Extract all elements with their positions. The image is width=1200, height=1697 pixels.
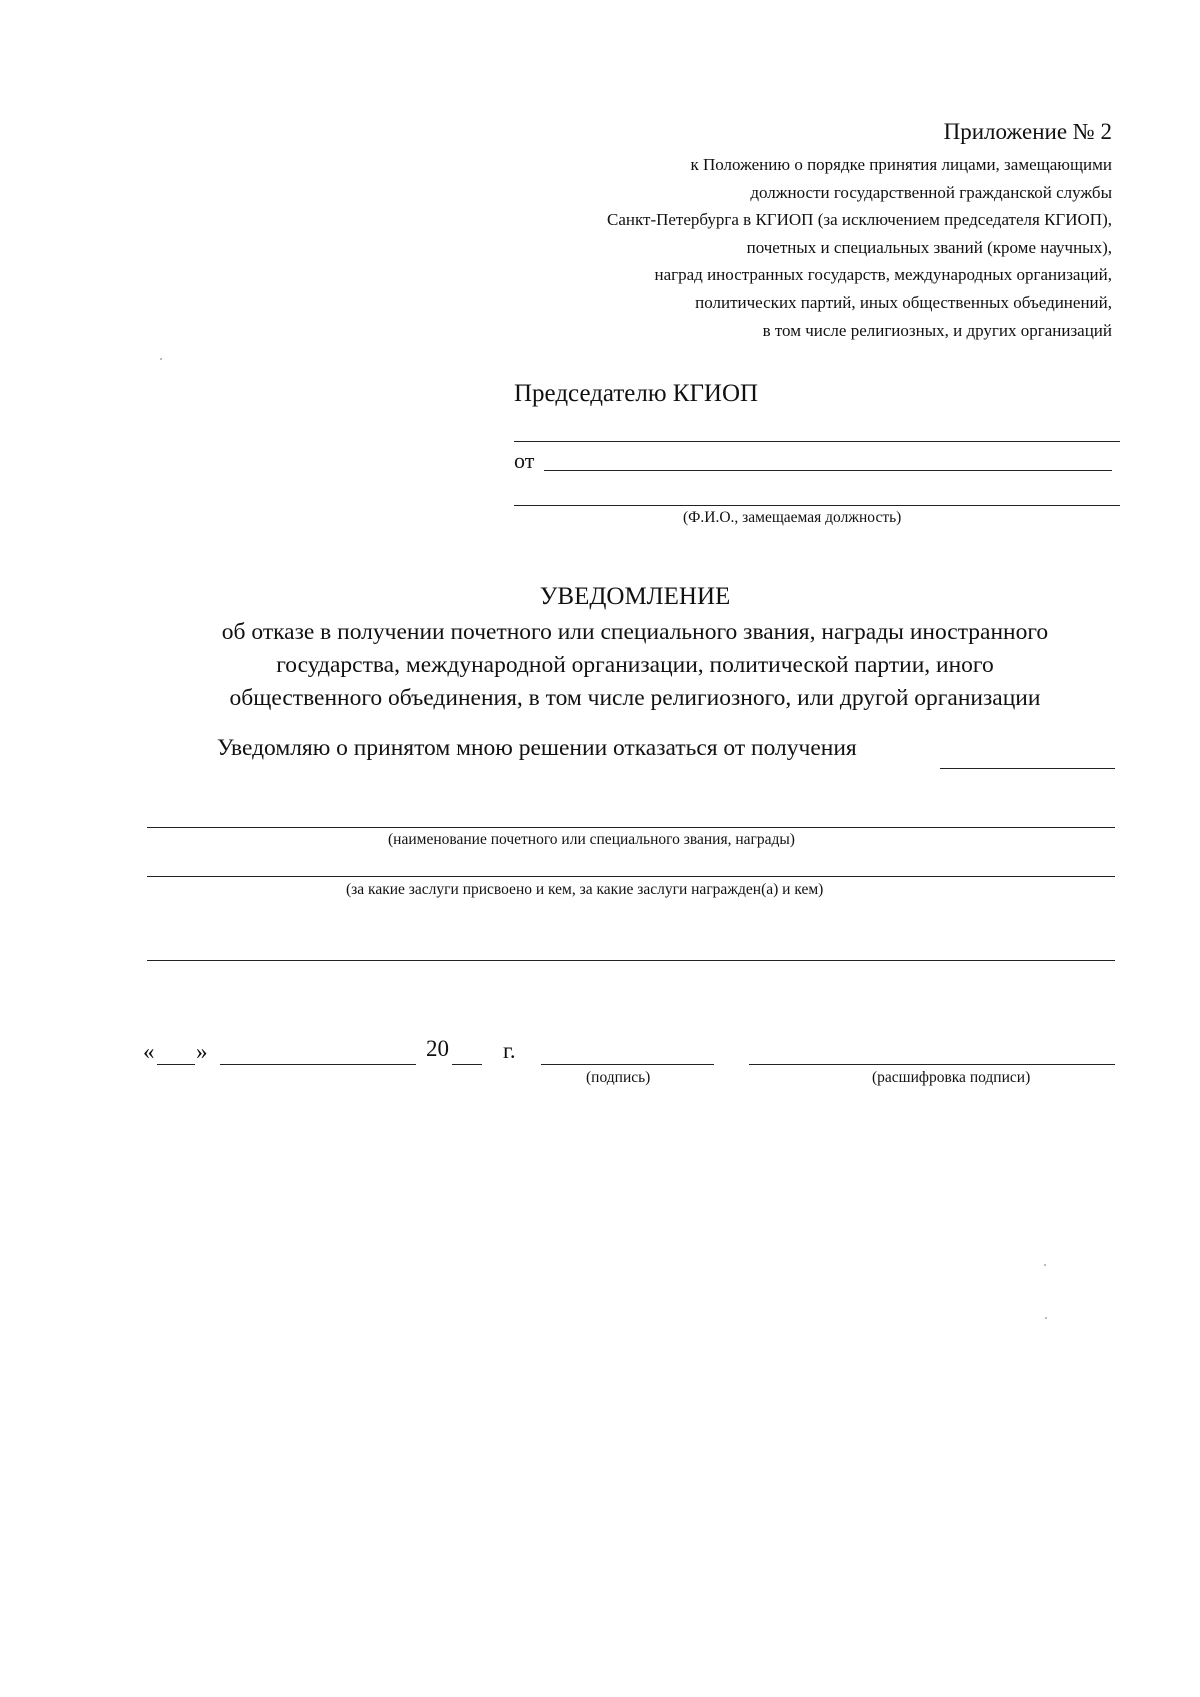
- preamble-line: к Положению о порядке принятия лицами, замещающими: [690, 155, 1112, 174]
- year-blank-line[interactable]: [452, 1064, 482, 1065]
- fio-caption: (Ф.И.О., замещаемая должность): [683, 509, 902, 526]
- extra-blank-line[interactable]: [147, 960, 1115, 961]
- notice-subtitle: [0, 616, 1200, 715]
- notice-title: УВЕДОМЛЕНИЕ: [539, 583, 731, 610]
- appendix-title: Приложение № 2: [943, 119, 1112, 144]
- subtitle-line: государства, международной организации, политической партии, иного: [276, 652, 994, 678]
- appendix-preamble: [607, 151, 1112, 344]
- preamble-line: должности государственной гражданской службы: [750, 182, 1112, 202]
- award-blank-line[interactable]: [147, 827, 1115, 828]
- subtitle-line: об отказе в получении почетного или специального звания, награды иностранного: [221, 619, 1049, 645]
- award-blank-line-short[interactable]: [940, 768, 1115, 769]
- day-blank-line[interactable]: [157, 1064, 195, 1065]
- from-name-blank-line[interactable]: [544, 470, 1112, 471]
- preamble-line: политических партий, иных общественных объединений,: [695, 292, 1112, 312]
- preamble-line: Санкт-Петербурга в КГИОП (за исключением председателя КГИОП),: [607, 210, 1112, 230]
- subtitle-line: общественного объединения, в том числе религиозного, или другой организации: [229, 685, 1041, 711]
- scan-speck: [1045, 1317, 1047, 1319]
- preamble-line: в том числе религиозных, и других организаций: [762, 320, 1112, 340]
- month-blank-line[interactable]: [220, 1064, 416, 1065]
- from-label: от: [514, 448, 535, 473]
- refusal-statement: Уведомляю о принятом мною решении отказаться от получения: [217, 735, 857, 761]
- date-quote-close: »: [196, 1039, 208, 1064]
- preamble-line: наград иностранных государств, международных организаций,: [654, 265, 1112, 285]
- date-quote-open: «: [143, 1039, 155, 1064]
- addressee-blank-line[interactable]: [514, 441, 1120, 442]
- addressee-title: Председателю КГИОП: [514, 380, 759, 407]
- merits-blank-line[interactable]: [147, 876, 1115, 877]
- award-name-caption: (наименование почетного или специального звания, награды): [388, 831, 795, 848]
- signature-caption: (подпись): [586, 1069, 651, 1086]
- preamble-line: почетных и специальных званий (кроме научных),: [746, 237, 1112, 257]
- year-suffix: г.: [503, 1038, 516, 1063]
- year-prefix: 20: [426, 1036, 449, 1061]
- scan-speck: [1044, 1264, 1046, 1266]
- position-blank-line[interactable]: [514, 505, 1120, 506]
- signature-blank-line[interactable]: [541, 1064, 714, 1065]
- signature-decoding-caption: (расшифровка подписи): [872, 1069, 1031, 1086]
- signature-decoding-blank-line[interactable]: [749, 1064, 1115, 1065]
- scan-speck: [160, 358, 162, 360]
- merits-caption: (за какие заслуги присвоено и кем, за какие заслуги награжден(а) и кем): [346, 881, 824, 898]
